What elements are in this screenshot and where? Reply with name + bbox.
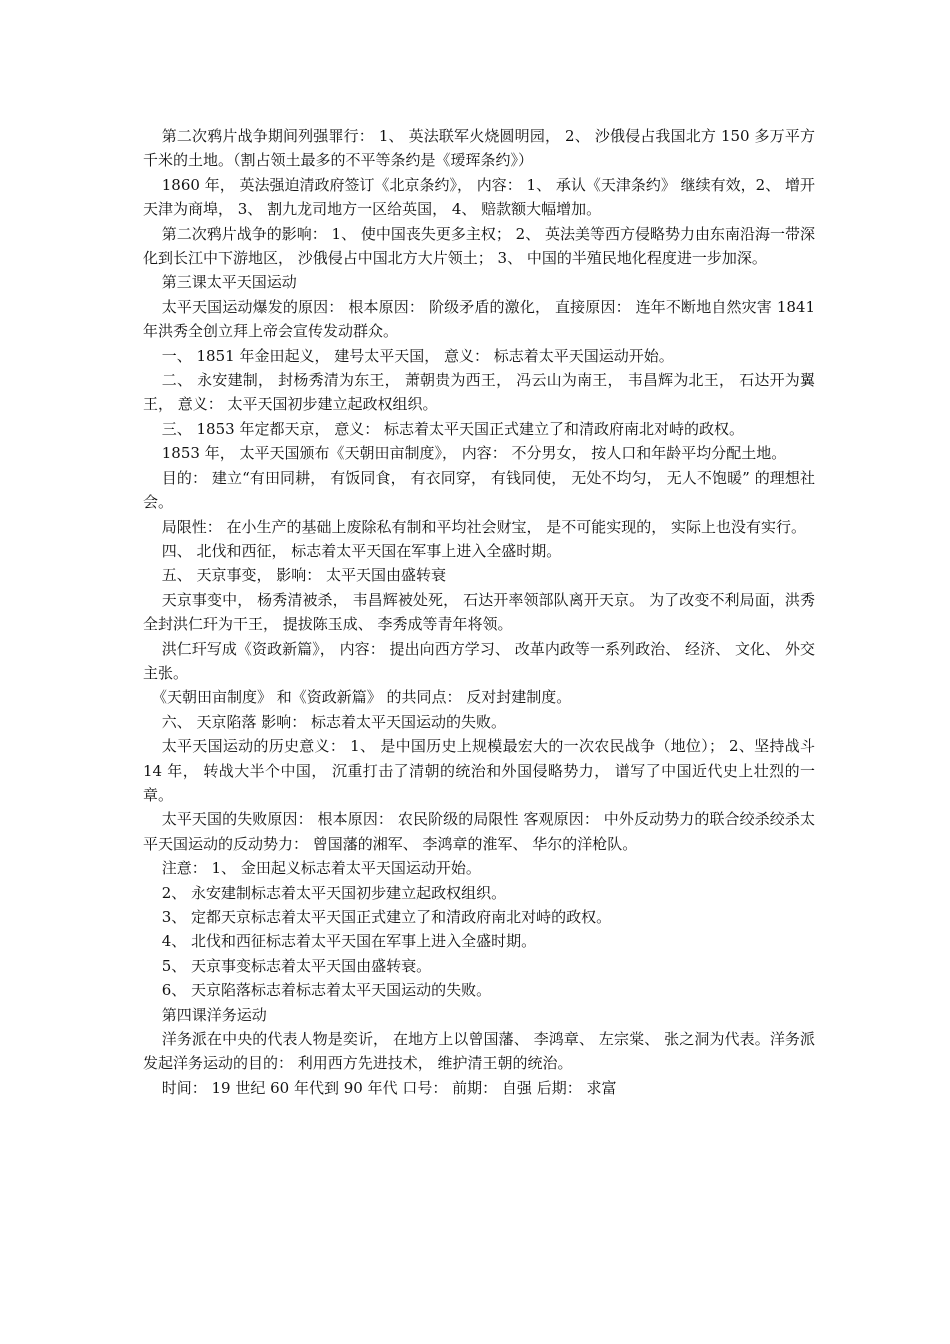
paragraph: 四、 北伐和西征， 标志着太平天国在军事上进入全盛时期。: [161, 541, 562, 560]
paragraph: 《天朝田亩制度》 和《资政新篇》 的共同点： 反对封建制度。: [152, 688, 572, 707]
paragraph: 天京事变中， 杨秀清被杀， 韦昌辉被处死， 石达开率领部队离开天京。 为了改变不利局面，洪秀全封洪仁玕为干王， 提拔陈玉成、 李秀成等青年将领。: [143, 590, 815, 634]
note-item: 2、 永安建制标志着太平天国初步建立起政权组织。: [161, 883, 507, 902]
note-item: 3、 定都天京标志着太平天国正式建立了和清政府南北对峙的政权。: [161, 908, 612, 926]
paragraph: 1853 年， 太平天国颁布《天朝田亩制度》， 内容： 不分男女， 按人口和年龄平均分配土地。: [161, 444, 787, 463]
lesson-heading: 第三课太平天国运动: [161, 273, 297, 292]
paragraph: 洪仁玕写成《资政新篇》， 内容： 提出向西方学习、 改革内政等一系列政治、 经济、 文化、 外交主张。: [143, 639, 815, 682]
lesson-heading: 第四课洋务运动: [161, 1005, 267, 1024]
paragraph: 第二次鸦片战争期间列强罪行： 1、 英法联军火烧圆明园， 2、 沙俄侵占我国北方 150 多万平方千米的土地。（割占领土最多的不平等条约是《瑷珲条约》）: [143, 127, 815, 170]
note-item: 6、 天京陷落标志着标志着太平天国运动的失败。: [161, 981, 492, 1000]
document-body: [143, 124, 815, 1100]
paragraph: 一、 1851 年金田起义， 建号太平天国， 意义： 标志着太平天国运动开始。: [161, 346, 674, 365]
paragraph: 第二次鸦片战争的影响： 1、 使中国丧失更多主权； 2、 英法美等西方侵略势力由东南沿海一带深化到长江中下游地区， 沙俄侵占中国北方大片领土； 3、 中国的半殖民地化程度进一步加深。: [143, 224, 815, 268]
paragraph: 太平天国运动的历史意义： 1、 是中国历史上规模最宏大的一次农民战争（地位）； 2、坚持战斗 14 年， 转战大半个中国， 沉重打击了清朝的统治和外国侵略势力， 谱写了中国近代史上壮烈的一章。: [143, 737, 815, 804]
note-item: 注意： 1、 金田起义标志着太平天国运动开始。: [161, 859, 481, 878]
note-item: 4、 北伐和西征标志着太平天国在军事上进入全盛时期。: [161, 932, 537, 951]
paragraph: 太平天国运动爆发的原因： 根本原因： 阶级矛盾的激化， 直接原因： 连年不断地自然灾害 1841 年洪秀全创立拜上帝会宣传发动群众。: [143, 297, 815, 341]
paragraph: 时间： 19 世纪 60 年代到 90 年代 口号： 前期： 自强 后期： 求富: [161, 1078, 617, 1097]
paragraph: 太平天国的失败原因： 根本原因： 农民阶级的局限性 客观原因： 中外反动势力的联合绞杀绞杀太平天国运动的反动势力： 曾国藩的湘军、 李鸿章的淮军、 华尔的洋枪队。: [143, 810, 815, 853]
paragraph: 二、 永安建制， 封杨秀清为东王， 萧朝贵为西王， 冯云山为南王， 韦昌辉为北王， 石达开为翼王， 意义： 太平天国初步建立起政权组织。: [143, 371, 815, 414]
paragraph: 1860 年， 英法强迫清政府签订《北京条约》， 内容： 1、 承认《天津条约》 继续有效，2、 增开天津为商埠， 3、 割九龙司地方一区给英国， 4、 赔款额大幅增加。: [143, 175, 815, 219]
paragraph: 目的： 建立“有田同耕， 有饭同食， 有衣同穿， 有钱同使， 无处不均匀， 无人不饱暖” 的理想社会。: [143, 468, 815, 512]
paragraph: 洋务派在中央的代表人物是奕䜣， 在地方上以曾国藩、 李鸿章、 左宗棠、 张之洞为代表。洋务派发起洋务运动的目的： 利用西方先进技术， 维护清王朝的统治。: [143, 1030, 815, 1073]
paragraph: 五、 天京事变， 影响： 太平天国由盛转衰: [161, 566, 447, 585]
paragraph: 三、 1853 年定都天京， 意义： 标志着太平天国正式建立了和清政府南北对峙的政权。: [161, 419, 744, 438]
note-item: 5、 天京事变标志着太平天国由盛转衰。: [161, 956, 432, 975]
paragraph: 局限性： 在小生产的基础上废除私有制和平均社会财宝， 是不可能实现的， 实际上也没有实行。: [161, 517, 807, 536]
paragraph: 六、 天京陷落 影响： 标志着太平天国运动的失败。: [161, 712, 507, 731]
